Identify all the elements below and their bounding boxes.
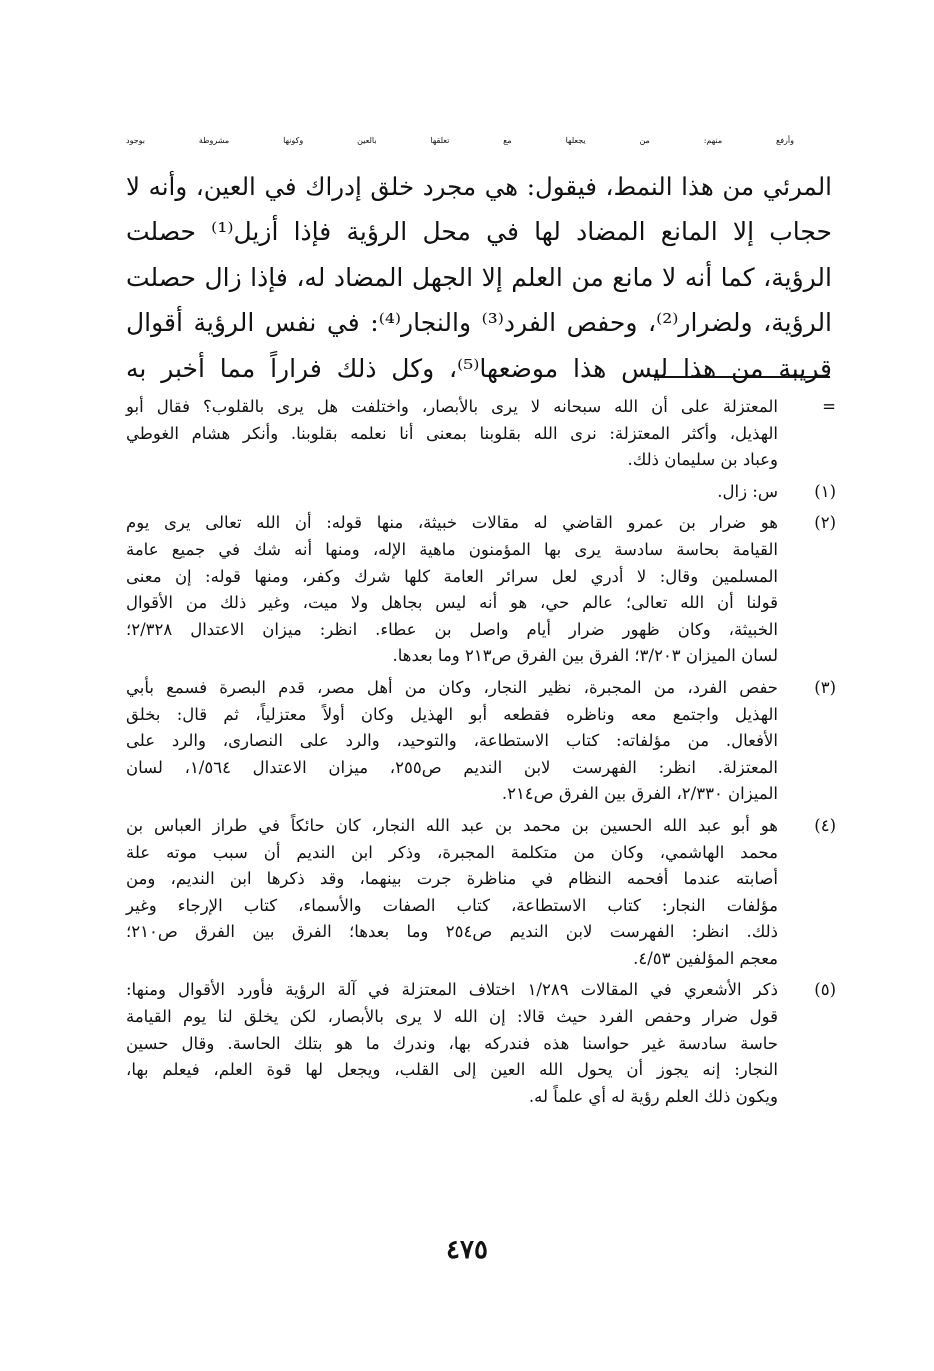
footnote-line: المعتزلة على أن الله سبحانه لا يرى بالأبصار، واختلفت هل يرى بالقلوب؟ فقال أبو — [126, 397, 778, 416]
footnote-line: المعتزلة. انظر: الفهرست لابن النديم ص٢٥٥، ميزان الاعتدال ١/٥٦٤، لسان — [126, 757, 778, 777]
footnote-body — [126, 675, 778, 808]
footnote-3 — [126, 675, 836, 808]
footnote-line: أصابته عندما أفحمه النظام في مناظرة جرت بينهما، وقد ذكرها ابن النديم، ومن — [126, 869, 778, 889]
main-text-line: وأرفع منهم: من يجعلها مع تعلقها بالعين وكونها مشروطة بوجود — [126, 136, 794, 145]
footnote-line: محمد الهاشمي، وكان من متكلمة المجبرة، وذكر ابن النديم أن سبب موته علة — [126, 842, 778, 862]
footnote-marker: (١) — [814, 481, 836, 501]
footnote-line: ذلك. انظر: الفهرست لابن النديم ص٢٥٤ وما بعدها؛ الفرق بين الفرق ص٢١٠؛ — [126, 922, 778, 942]
footnote-marker: (٤) — [814, 815, 836, 835]
main-text-line: حجاب إلا المانع المضاد لها في محل الرؤية فإذا أزيل⁽¹⁾ حصلت — [126, 217, 832, 246]
footnote-line: حاسة سادسة غير حواسنا هذه فندركه بها، وندرك ما هو بتلك الحاسة. وقال حسين — [126, 1033, 778, 1053]
footnote-line: معجم المؤلفين ٤/٥٣. — [633, 948, 778, 968]
footnote-line: هو أبو عبد الله الحسين بن محمد بن عبد الله النجار، كان حائكاً في طراز العباس بن — [126, 815, 778, 835]
footnote-line: قولنا أن الله تعالى؛ عالم حي، هو أنه ليس بجاهل ولا ميت، وغير ذلك من الأقوال — [126, 593, 778, 613]
footnote-marker: = — [822, 397, 836, 416]
main-text-line: الرؤية، ولضرار⁽²⁾، وحفص الفرد⁽³⁾ والنجار⁽⁴⁾: في نفس الرؤية أقوال — [126, 308, 833, 337]
footnote-divider — [654, 376, 830, 378]
main-text-line: المرئي من هذا النمط، فيقول: هي مجرد خلق إدراك في العين، وأنه لا — [126, 171, 832, 201]
footnote-line: هو ضرار بن عمرو القاضي له مقالات خبيثة، منها قوله: أن الله تعالى يرى يوم — [126, 513, 778, 533]
footnote-line: لسان الميزان ٣/٢٠٣؛ الفرق بين الفرق ص٢١٣ وما بعدها. — [392, 646, 778, 666]
footnote-body — [126, 510, 778, 670]
footnote-line: مؤلفات النجار: كتاب الاستطاعة، كتاب الصفات والأسماء، كتاب الإرجاء وغير — [126, 895, 778, 915]
footnote-4 — [126, 813, 836, 973]
main-text-line: الرؤية، كما أنه لا مانع من العلم إلا الجهل المضاد له، فإذا زال حصلت — [126, 262, 832, 292]
footnote-body — [126, 479, 778, 506]
main-text-block — [126, 118, 832, 391]
footnote-line: ويكون ذلك العلم رؤية له أي علماً له. — [528, 1086, 778, 1106]
footnote-line: الأفعال. من مؤلفاته: كتاب الاستطاعة، والتوحيد، والرد على النصارى، والرد على — [126, 731, 778, 751]
footnote-line: س: زال. — [717, 481, 778, 501]
footnote-body — [126, 813, 778, 973]
page-number: ٤٧٥ — [446, 1235, 488, 1265]
footnote-line: النجار: إنه يجوز أن يحول الله العين إلى القلب، ويجعل لها قوة العلم، فيعلم بها، — [126, 1060, 778, 1080]
main-text-line: قريبة من هذا ليس هذا موضعها⁽⁵⁾، وكل ذلك فراراً مما أخبر به — [126, 353, 832, 383]
footnote-marker: (٥) — [814, 980, 836, 1000]
footnote-line: الهذيل واجتمع معه وناظره فقطعه أبو الهذيل وكان أولاً معتزلياً، ثم قال: بخلق — [126, 704, 778, 724]
footnotes-section — [126, 394, 836, 1115]
footnote-line: الميزان ٢/٣٣٠، الفرق بين الفرق ص٢١٤. — [501, 784, 778, 804]
footnote-line: قول ضرار وحفص الفرد حيث قالا: إن الله لا يرى بالأبصار، لكن يخلق لنا يوم القيامة — [126, 1007, 778, 1027]
footnote-5 — [126, 977, 836, 1110]
footnote-line: الهذيل، وأكثر المعتزلة: نرى الله بقلوبنا بمعنى أنا نعلمه بقلوبنا. وأنكر هشام الغوطي — [126, 423, 778, 443]
footnote-body — [126, 977, 778, 1110]
footnote-line: الخبيثة، وكان ظهور ضرار أيام واصل بن عطاء. انظر: ميزان الاعتدال ٢/٣٢٨؛ — [126, 619, 778, 639]
footnote-marker: (٢) — [814, 513, 836, 533]
footnote-body — [126, 394, 778, 474]
footnote-line: القيامة بحاسة سادسة يرى بها المؤمنون ماهية الإله، ومنها أنه شك في جميع عامة — [126, 539, 778, 559]
footnote-line: حفص الفرد، من المجبرة، نظير النجار، وكان من أهل مصر، قدم البصرة فسمع بأبي — [126, 677, 778, 697]
footnote-line: المسلمين وقال: لا أدري لعل سرائر العامة كلها شرك وكفر، ومنها قوله: إن معنى — [126, 566, 778, 586]
footnote-marker: (٣) — [814, 677, 836, 697]
footnote-line: وعباد بن سليمان ذلك. — [627, 450, 778, 470]
footnote-line: ذكر الأشعري في المقالات ١/٢٨٩ اختلاف المعتزلة في آلة الرؤية فأورد الأقوال ومنها: — [126, 980, 778, 1000]
footnote-2 — [126, 510, 836, 670]
footnote-continuation — [126, 394, 836, 474]
footnote-1 — [126, 479, 836, 506]
